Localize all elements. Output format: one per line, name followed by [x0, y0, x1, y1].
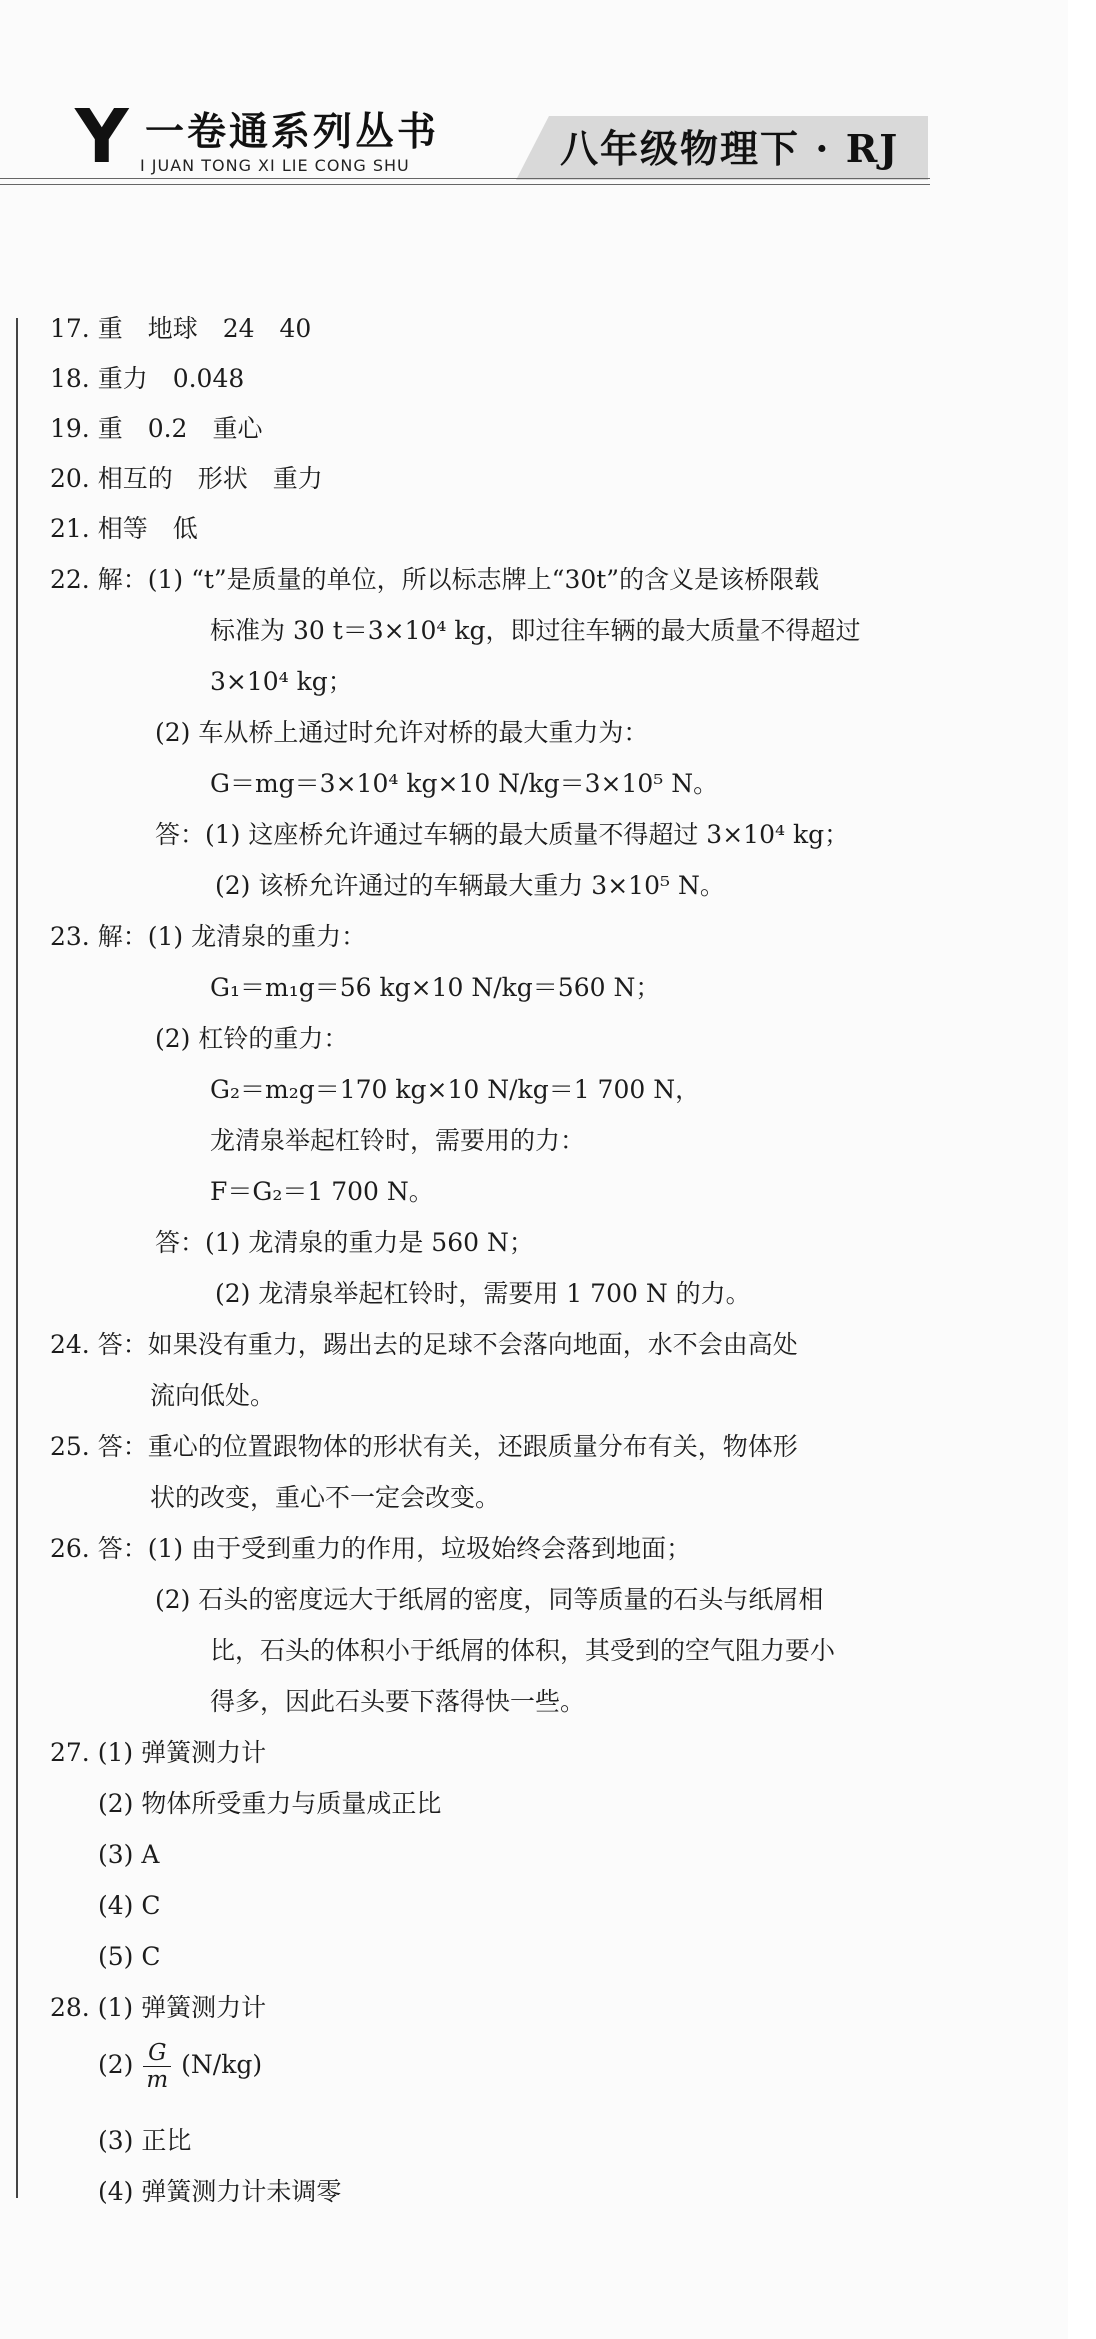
- answer-line: (2) 龙清泉举起杠铃时，需要用 1 700 N 的力。: [215, 1279, 751, 1308]
- fraction: [143, 2040, 171, 2093]
- series-logo: Y: [75, 94, 129, 180]
- answer-line: 19. 重 0.2 重心: [50, 414, 263, 443]
- fraction-unit: (N/kg): [181, 2050, 263, 2079]
- answer-line: 25. 答：重心的位置跟物体的形状有关，还跟质量分布有关，物体形: [50, 1432, 798, 1461]
- answer-line: 26. 答：(1) 由于受到重力的作用，垃圾始终会落到地面；: [50, 1534, 692, 1563]
- answer-line: 18. 重力 0.048: [50, 364, 245, 393]
- series-pinyin: I JUAN TONG XI LIE CONG SHU: [140, 156, 410, 175]
- answer-line: G₂＝m₂g＝170 kg×10 N/kg＝1 700 N，: [210, 1075, 701, 1104]
- answer-line: 23. 解：(1) 龙清泉的重力：: [50, 922, 367, 951]
- answer-line: (4) C: [98, 1891, 161, 1920]
- series-name: 一卷通系列丛书: [145, 110, 440, 155]
- answer-line: (2) 物体所受重力与质量成正比: [98, 1789, 442, 1818]
- answer-line: 22. 解：(1) “t”是质量的单位，所以标志牌上“30t”的含义是该桥限载: [50, 565, 820, 594]
- answer-line: 答：(1) 这座桥允许通过车辆的最大质量不得超过 3×10⁴ kg；: [155, 820, 850, 849]
- answer-line: (2) 该桥允许通过的车辆最大重力 3×10⁵ N。: [215, 871, 725, 900]
- page-header: [0, 0, 1096, 200]
- answer-line-fraction: [98, 2040, 262, 2093]
- answer-line: (2) 杠铃的重力：: [155, 1024, 349, 1053]
- answer-line: 3×10⁴ kg；: [210, 667, 353, 696]
- answer-line: 24. 答：如果没有重力，踢出去的足球不会落向地面，水不会由高处: [50, 1330, 798, 1359]
- answer-line: 得多，因此石头要下落得快一些。: [210, 1687, 586, 1716]
- book-title: 八年级物理下 · RJ: [560, 126, 900, 171]
- page-edge: [1068, 0, 1096, 2339]
- answer-line: 27. (1) 弹簧测力计: [50, 1738, 267, 1767]
- answer-line: 龙清泉举起杠铃时，需要用的力：: [210, 1126, 586, 1155]
- fraction-numerator: G: [148, 2040, 167, 2066]
- margin-rule: [16, 318, 18, 2198]
- answer-line: 28. (1) 弹簧测力计: [50, 1993, 267, 2022]
- answer-line: (4) 弹簧测力计未调零: [98, 2177, 342, 2206]
- header-rule: [0, 178, 930, 185]
- answer-line: G₁＝m₁g＝56 kg×10 N/kg＝560 N；: [210, 973, 661, 1002]
- answer-line: 21. 相等 低: [50, 514, 198, 543]
- answer-line: (5) C: [98, 1942, 161, 1971]
- answer-line: 17. 重 地球 24 40: [50, 314, 312, 343]
- answer-line: (3) 正比: [98, 2126, 192, 2155]
- fraction-denominator: m: [143, 2066, 171, 2093]
- answer-line: 标准为 30 t＝3×10⁴ kg，即过往车辆的最大质量不得超过: [210, 616, 861, 645]
- answer-line: 比，石头的体积小于纸屑的体积，其受到的空气阻力要小: [210, 1636, 836, 1665]
- answer-line: 答：(1) 龙清泉的重力是 560 N；: [155, 1228, 534, 1257]
- answer-line: (2) 车从桥上通过时允许对桥的最大重力为：: [155, 718, 649, 747]
- answer-line: 20. 相互的 形状 重力: [50, 464, 323, 493]
- part-label: (2): [98, 2050, 134, 2079]
- answer-line: (3) A: [98, 1840, 160, 1869]
- answer-line: (2) 石头的密度远大于纸屑的密度，同等质量的石头与纸屑相: [155, 1585, 824, 1614]
- answer-line: 流向低处。: [150, 1381, 276, 1410]
- answer-line: G＝mg＝3×10⁴ kg×10 N/kg＝3×10⁵ N。: [210, 769, 719, 798]
- answer-line: F＝G₂＝1 700 N。: [210, 1177, 434, 1206]
- answer-line: 状的改变，重心不一定会改变。: [150, 1483, 501, 1512]
